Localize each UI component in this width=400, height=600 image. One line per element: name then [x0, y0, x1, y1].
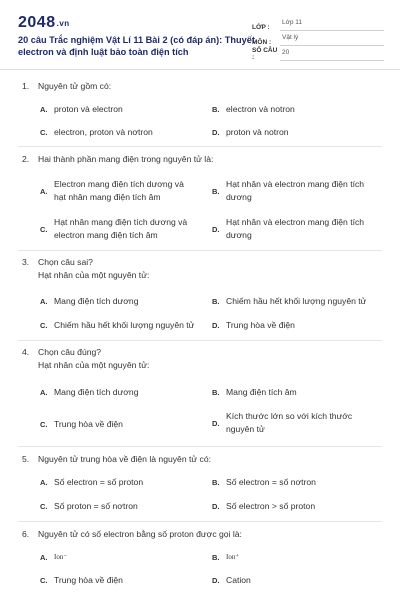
q1-option-c[interactable] [40, 126, 153, 139]
meta-count-row [252, 46, 384, 61]
option-letter: B. [212, 478, 220, 487]
meta-subject-label: MÔN : [252, 39, 272, 46]
option-letter: B. [212, 297, 220, 306]
divider [18, 146, 382, 147]
option-text-line-2: hạt nhân mang điện tích âm [54, 192, 161, 202]
option-text: Mang điện tích âm [226, 387, 297, 397]
question-6 [22, 528, 382, 541]
option-text-line-1: Hạt nhân và electron mang điện tích [226, 217, 365, 227]
document-header [0, 0, 400, 70]
option-letter: A. [40, 388, 48, 397]
option-letter: C. [40, 502, 48, 511]
divider [18, 250, 382, 251]
option-letter: A. [40, 105, 48, 114]
question-number: 6. [22, 529, 30, 539]
logo-suffix: .vn [56, 19, 70, 28]
meta-class-row [252, 16, 384, 31]
q1-option-d[interactable] [212, 126, 289, 139]
option-text: Ion⁻ [54, 553, 68, 561]
divider [18, 521, 382, 522]
option-letter: D. [212, 576, 220, 585]
option-letter: D. [212, 128, 220, 137]
question-4 [22, 346, 382, 372]
option-text: Số electron = số nơtron [226, 477, 316, 487]
option-text: Ion⁺ [226, 553, 240, 561]
option-letter: B. [212, 553, 220, 562]
question-number: 3. [22, 257, 30, 267]
option-text: Số electron = số proton [54, 477, 144, 487]
q2-option-a[interactable] [40, 178, 184, 204]
q5-option-a[interactable] [40, 476, 143, 489]
option-letter: D. [212, 321, 220, 330]
q1-option-a[interactable] [40, 103, 123, 116]
question-text: Chọn câu sai? [38, 257, 93, 267]
meta-count-label: SỐ CÂU : [252, 47, 278, 61]
option-letter: A. [40, 297, 48, 306]
option-text: Số electron > số proton [226, 501, 316, 511]
option-text: Trung hòa về điện [226, 320, 295, 330]
option-letter: A. [40, 553, 48, 562]
question-number: 5. [22, 454, 30, 464]
option-text: Chiếm hầu hết khối lượng nguyên tử [54, 320, 195, 330]
q3-option-b[interactable] [212, 295, 366, 308]
q6-option-c[interactable] [40, 574, 123, 587]
option-letter: B. [212, 388, 220, 397]
meta-subject-value: Vật lý [280, 34, 384, 46]
option-text: electron, proton và nơtron [54, 127, 153, 137]
q5-option-c[interactable] [40, 500, 138, 513]
option-text-line-2: electron mang điện tích âm [54, 230, 158, 240]
meta-class-label: LỚP : [252, 24, 270, 31]
meta-subject-row [252, 31, 384, 46]
q4-option-c[interactable] [40, 418, 123, 431]
option-letter: C. [40, 321, 48, 330]
q2-option-d[interactable] [212, 216, 364, 242]
divider [18, 446, 382, 447]
option-letter: C. [40, 420, 48, 429]
meta-count-value: 20 [280, 49, 384, 61]
question-text: Nguyên tử gồm có: [38, 81, 112, 91]
option-letter: B. [212, 186, 220, 196]
option-text: electron và notron [226, 104, 295, 114]
question-3 [22, 256, 382, 282]
option-text-line-1: Hạt nhân và electron mang điện tích [226, 179, 365, 189]
q5-option-d[interactable] [212, 500, 315, 513]
option-letter: C. [40, 128, 48, 137]
question-text: Nguyên tử trung hòa về điện là nguyên tử có: [38, 454, 211, 464]
option-letter: C. [40, 224, 48, 234]
option-text: Cation [226, 575, 251, 585]
q3-option-a[interactable] [40, 295, 139, 308]
option-text-line-1: Hạt nhân mang điện tích dương và [54, 217, 188, 227]
option-letter: D. [212, 418, 220, 428]
option-text-line-2: dương [226, 192, 252, 202]
q6-option-a[interactable] [40, 551, 67, 564]
option-text: Mang điện tích dương [54, 387, 139, 397]
q6-option-d[interactable] [212, 574, 251, 587]
option-letter: A. [40, 186, 48, 196]
question-2 [22, 153, 382, 166]
option-text-line-2: nguyên tử [226, 424, 265, 434]
q4-option-b[interactable] [212, 386, 297, 399]
option-text: proton và notron [226, 127, 289, 137]
divider [18, 340, 382, 341]
option-letter: C. [40, 576, 48, 585]
q6-option-b[interactable] [212, 551, 239, 564]
option-text: Trung hòa về điện [54, 575, 123, 585]
question-text: Nguyên tử có số electron bằng số proton được gọi là: [38, 529, 242, 539]
question-subtext: Hạt nhân của một nguyên tử: [38, 270, 150, 280]
option-letter: A. [40, 478, 48, 487]
q2-option-c[interactable] [40, 216, 187, 242]
question-subtext: Hạt nhân của một nguyên tử: [38, 360, 150, 370]
q3-option-c[interactable] [40, 319, 194, 332]
question-number: 2. [22, 154, 30, 164]
option-text: Trung hòa về điện [54, 419, 123, 429]
option-text: Số proton = số nơtron [54, 501, 138, 511]
question-1 [22, 80, 382, 93]
logo-text: 2048 [18, 14, 56, 31]
q2-option-b[interactable] [212, 178, 364, 204]
q1-option-b[interactable] [212, 103, 295, 116]
document-title: 20 câu Trắc nghiệm Vật Lí 11 Bài 2 (có đáp án): Thuyết electron và định luật bảo toàn điện tích [18, 35, 255, 57]
q3-option-d[interactable] [212, 319, 295, 332]
option-text-line-1: Electron mang điện tích dương và [54, 179, 184, 189]
option-text: proton và electron [54, 104, 123, 114]
question-5 [22, 453, 382, 466]
option-letter: B. [212, 105, 220, 114]
question-text: Chọn câu đúng? [38, 347, 102, 357]
option-text-line-1: Kích thước lớn so với kích thước [226, 411, 353, 421]
q4-option-d[interactable] [212, 410, 352, 436]
option-text: Mang điện tích dương [54, 296, 139, 306]
q5-option-b[interactable] [212, 476, 316, 489]
option-letter: D. [212, 502, 220, 511]
option-text: Chiếm hầu hết khối lượng nguyên tử [226, 296, 367, 306]
question-number: 1. [22, 81, 30, 91]
q4-option-a[interactable] [40, 386, 139, 399]
option-text-line-2: dương [226, 230, 252, 240]
question-number: 4. [22, 347, 30, 357]
option-letter: D. [212, 224, 220, 234]
meta-class-value: Lớp 11 [280, 19, 384, 31]
question-text: Hai thành phần mang điện trong nguyên tử là: [38, 154, 214, 164]
document-meta [252, 16, 384, 61]
